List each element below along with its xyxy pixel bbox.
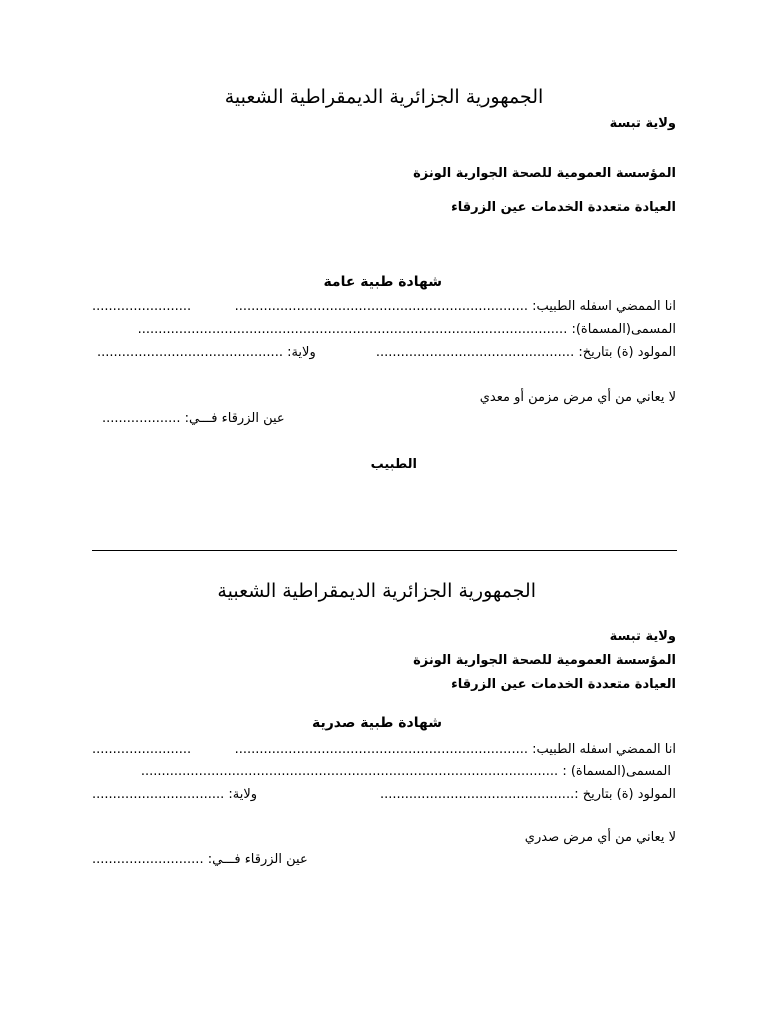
wilaya-2: ولاية تبسة [609,629,676,644]
signed-doctor-dots-2: ........................ [92,742,192,757]
institution-1: المؤسسة العمومية للصحة الجوارية الونزة [413,166,676,181]
patient-name-line-2: المسمى(المسماة) : ..................................................................................................... [140,764,671,779]
place-date-line-1: عين الزرقاء فـــي: ................... [102,411,285,426]
section-divider [92,550,677,551]
health-statement-1: لا يعاني من أي مرض مزمن أو معدي [479,390,676,405]
republic-title-2: الجمهورية الجزائرية الديمقراطية الشعبية [217,580,536,602]
birth-date-line-1: المولود (ة) بتاريخ: ................................................ [375,345,676,360]
clinic-2: العيادة متعددة الخدمات عين الزرقاء [451,677,676,692]
doctor-signature-label: الطبيب [370,457,417,472]
wilaya-1: ولاية تبسة [609,116,676,131]
certificate-title-1: شهادة طبية عامة [323,274,442,290]
certificate-title-2: شهادة طبية صدرية [312,715,442,731]
signed-doctor-line-1: انا الممضي اسفله الطبيب: ....................................................................... [234,299,676,314]
signed-doctor-line-2: انا الممضي اسفله الطبيب: ....................................................................... [234,742,676,757]
signed-doctor-dots-1: ........................ [92,299,192,314]
patient-name-line-1: المسمى(المسماة): ........................................................................................................ [137,322,676,337]
clinic-1: العيادة متعددة الخدمات عين الزرقاء [451,200,676,215]
birth-wilaya-line-2: ولاية: ................................ [92,787,258,802]
place-date-line-2: عين الزرقاء فـــي: ........................... [92,852,308,867]
birth-date-line-2: المولود (ة) بتاريخ :............................................... [379,787,676,802]
birth-wilaya-line-1: ولاية: ............................................. [97,345,316,360]
health-statement-2: لا يعاني من أي مرض صدري [524,830,676,845]
republic-title-1: الجمهورية الجزائرية الديمقراطية الشعبية [224,86,544,108]
institution-2: المؤسسة العمومية للصحة الجوارية الونزة [413,653,676,668]
